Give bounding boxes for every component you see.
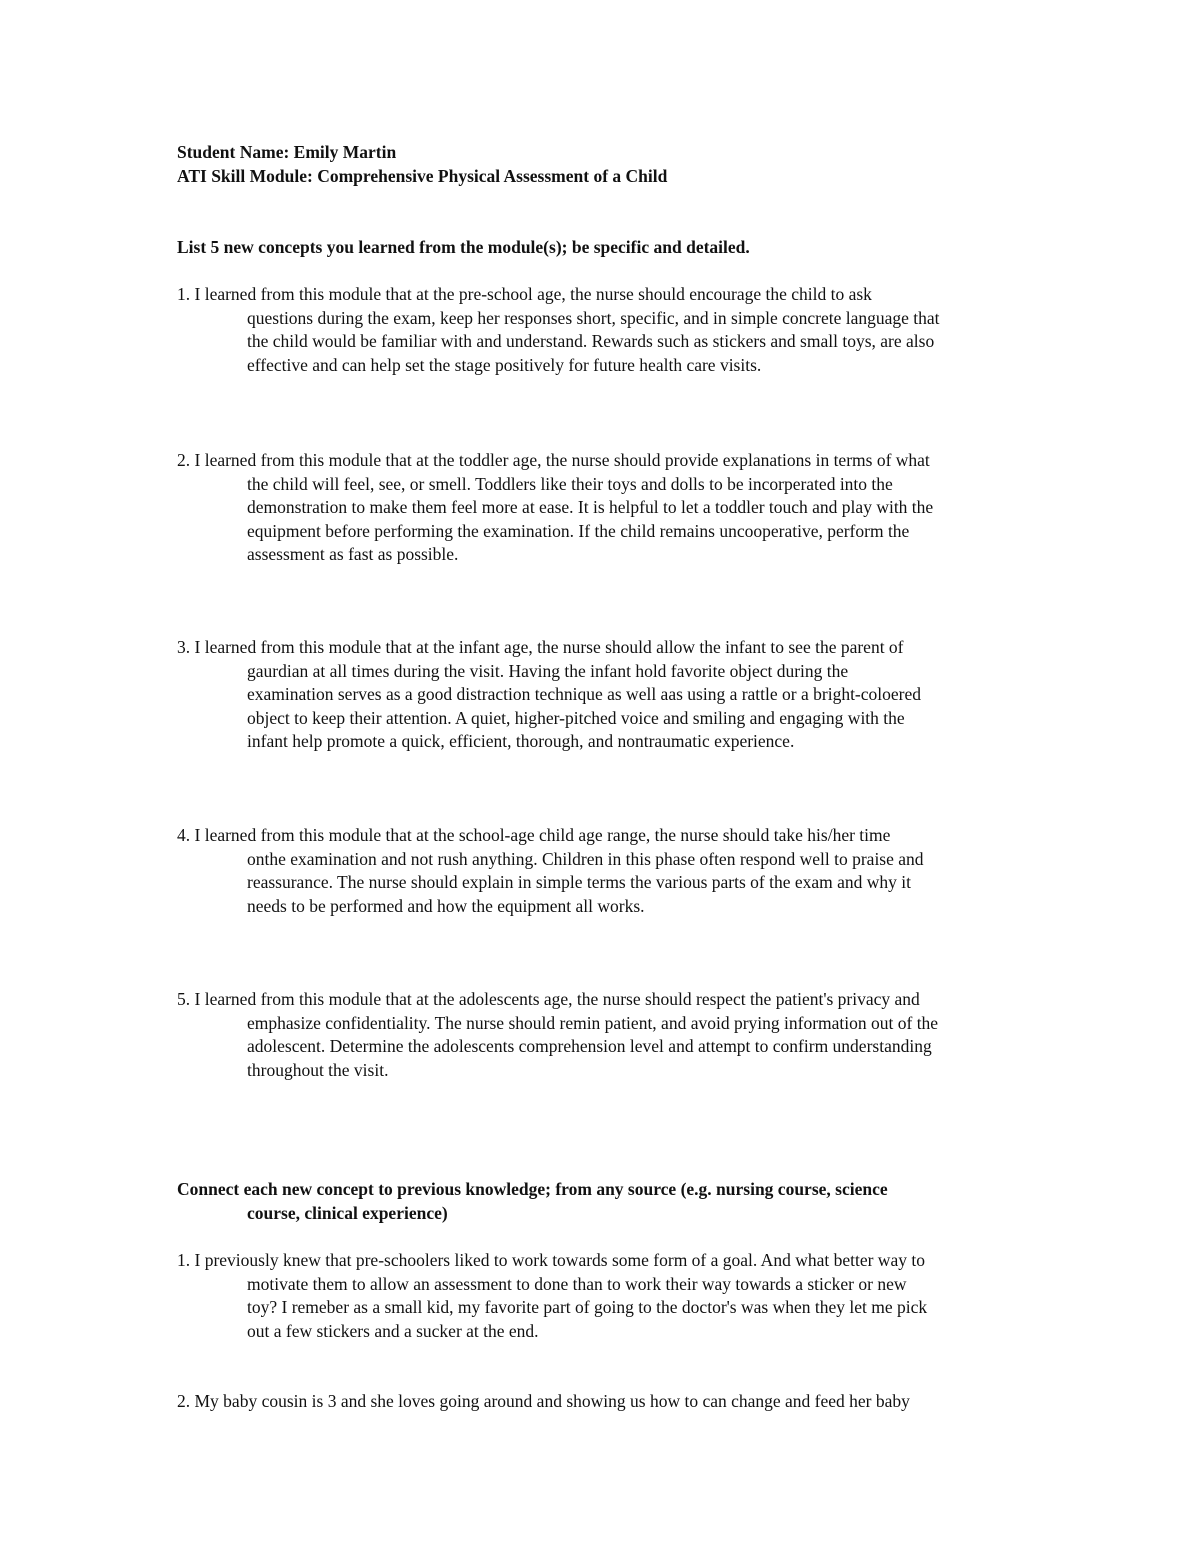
- section-heading-line: Connect each new concept to previous knowledge; from any source (e.g. nursing course, science: [177, 1179, 888, 1199]
- item-line: object to keep their attention. A quiet, higher-pitched voice and smiling and engaging with the: [247, 707, 905, 728]
- concept-item-1: [177, 283, 1027, 377]
- item-line: out a few stickers and a sucker at the end.: [247, 1320, 539, 1341]
- knowledge-item-2: [177, 1390, 1027, 1414]
- section-heading-line: course, clinical experience): [247, 1202, 448, 1223]
- item-line: gaurdian at all times during the visit. Having the infant hold favorite object during the: [247, 660, 849, 681]
- concept-item-3-body: [177, 660, 1027, 754]
- concept-item-2-first-line: 2. I learned from this module that at the toddler age, the nurse should provide explanations in terms of what: [177, 450, 930, 470]
- knowledge-item-1-body: [177, 1273, 1027, 1344]
- item-line: emphasize confidentiality. The nurse should remin patient, and avoid prying information out of the: [247, 1012, 939, 1033]
- concept-item-1-first-line: 1. I learned from this module that at the pre-school age, the nurse should encourage the child to ask: [177, 284, 872, 304]
- concept-item-2-body: [177, 473, 1027, 567]
- module-title: ATI Skill Module: Comprehensive Physical Assessment of a Child: [177, 165, 668, 186]
- concept-item-4-body: [177, 848, 1027, 919]
- concept-item-3-first-line: 3. I learned from this module that at the infant age, the nurse should allow the infant to see the parent of: [177, 637, 904, 657]
- student-name: Student Name: Emily Martin: [177, 142, 397, 162]
- concept-item-2: [177, 449, 1027, 567]
- item-line: infant help promote a quick, efficient, thorough, and nontraumatic experience.: [247, 731, 795, 751]
- item-line: examination serves as a good distraction technique as well aas using a rattle or a bright-coloered: [247, 684, 922, 704]
- item-line: throughout the visit.: [247, 1059, 389, 1080]
- item-line: motivate them to allow an assessment to done than to work their way towards a sticker or new: [247, 1273, 907, 1294]
- item-line: the child will feel, see, or smell. Toddlers like their toys and dolls to be incorperated into the: [247, 473, 893, 494]
- knowledge-item-1-first-line: 1. I previously knew that pre-schoolers liked to work towards some form of a goal. And what better way to: [177, 1250, 925, 1270]
- item-line: assessment as fast as possible.: [247, 544, 459, 564]
- item-line: questions during the exam, keep her responses short, specific, and in simple concrete language that: [247, 307, 940, 328]
- section-heading-previous-knowledge: [177, 1178, 1037, 1225]
- concept-item-5: [177, 988, 1027, 1082]
- item-line: reassurance. The nurse should explain in simple terms the various parts of the exam and why it: [247, 872, 912, 892]
- item-line: onthe examination and not rush anything. Children in this phase often respond well to praise and: [247, 848, 924, 869]
- concept-item-5-body: [177, 1012, 1027, 1083]
- item-line: effective and can help set the stage positively for future health care visits.: [247, 354, 762, 375]
- document-header: [177, 141, 667, 188]
- concept-item-5-first-line: 5. I learned from this module that at the adolescents age, the nurse should respect the patient's privacy and: [177, 989, 920, 1009]
- item-line: toy? I remeber as a small kid, my favorite part of going to the doctor's was when they let me pick: [247, 1297, 928, 1317]
- item-line: equipment before performing the examination. If the child remains uncooperative, perform the: [247, 520, 910, 541]
- item-line: demonstration to make them feel more at ease. It is helpful to let a toddler touch and play with the: [247, 497, 934, 517]
- section-heading-new-concepts: List 5 new concepts you learned from the module(s); be specific and detailed.: [177, 237, 750, 257]
- concept-item-3: [177, 636, 1027, 754]
- item-line: the child would be familiar with and understand. Rewards such as stickers and small toys, are also: [247, 331, 935, 351]
- concept-item-4-first-line: 4. I learned from this module that at the school-age child age range, the nurse should take his/her time: [177, 825, 891, 845]
- concept-item-1-body: [177, 307, 1027, 378]
- concept-item-4: [177, 824, 1027, 918]
- item-line: needs to be performed and how the equipment all works.: [247, 895, 645, 916]
- item-line: adolescent. Determine the adolescents comprehension level and attempt to confirm understanding: [247, 1036, 932, 1056]
- knowledge-item-1: [177, 1249, 1027, 1343]
- knowledge-item-2-first-line: 2. My baby cousin is 3 and she loves going around and showing us how to can change and feed her baby: [177, 1391, 910, 1411]
